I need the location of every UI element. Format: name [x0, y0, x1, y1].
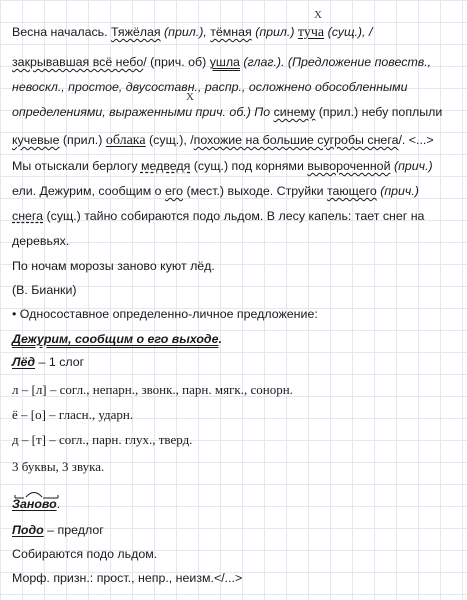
text-line: • Односоставное определенно-личное предложение: — [12, 307, 318, 321]
subject-word: облака — [105, 133, 146, 148]
adjective-word: тёмная — [210, 25, 252, 39]
phonetic-line: л – [л] – согл., непарн., звонк., парн. мягк., сонорн. — [12, 382, 293, 397]
participle-phrase: закрывавшая всё небо — [12, 55, 144, 69]
participle-word: тающего — [326, 184, 377, 198]
phonetic-line: ё – [о] – гласн., ударн. — [12, 407, 134, 422]
text-line: определениями, выраженными прич. об.) По синему (прил.) небу поплыли — [12, 105, 443, 119]
text-line: (В. Бианки) — [12, 283, 77, 297]
letter-x-mark: X — [314, 9, 322, 21]
count-line: 3 буквы, 3 звука. — [12, 459, 105, 474]
analyzed-word: Лёд — [12, 355, 36, 369]
text-line: Морф. призн.: прост., непр., неизм.</...> — [12, 571, 243, 585]
text-line: ели. Дежурим, сообщим о его (мест.) выходе. Струйки тающего (прич.) — [12, 184, 419, 198]
pronoun-word: его — [164, 184, 184, 198]
predicate-word: ушла — [209, 55, 240, 69]
text-line: Весна началась. Тяжёлая (прил.), тёмная (прил.) туча (сущ.), / — [12, 25, 373, 40]
example-sentence: Дежурим, сообщим о его выходе. — [12, 332, 222, 346]
phonetic-line: д – [т] – согл., парн. глух., тверд. — [12, 432, 193, 447]
text-line: деревьях. — [12, 234, 70, 248]
object-word: снега — [12, 209, 44, 223]
text-line: Собираются подо льдом. — [12, 547, 158, 561]
participle-phrase: похожие на большие сугробы снега — [193, 133, 399, 147]
zanovo-word: Заново. — [12, 497, 61, 511]
subject-word: туча — [297, 25, 325, 40]
adjective-word: Тяжёлая — [111, 25, 161, 39]
text-line: кучевые (прил.) облака (сущ.), /похожие на большие сугробы снега/. <...> — [12, 133, 434, 148]
participle-word: вывороченной — [307, 159, 391, 173]
text-line: невоскл., простое, двусоставн., распр., осложнено обособленными — [12, 80, 408, 94]
text-line: Лёд – 1 слог — [12, 355, 85, 369]
object-word: медведя — [140, 159, 191, 173]
text-line: По ночам морозы заново куют лёд. — [12, 259, 215, 273]
text-line: Подо – предлог — [12, 523, 104, 537]
text-line: снега (сущ.) тайно собираются подо льдом. В лесу капель: тает снег на — [12, 209, 425, 223]
analyzed-word: Подо — [12, 523, 44, 537]
text-line: закрывавшая всё небо/ (прич. об) ушла (глаг.). (Предложение повеств., — [12, 55, 432, 69]
adjective-word: кучевые — [12, 133, 60, 147]
text-line: Мы отыскали берлогу медведя (сущ.) под корнями вывороченной (прич.) — [12, 159, 433, 173]
letter-x-mark: X — [186, 91, 194, 103]
adjective-word: синему — [273, 105, 316, 119]
